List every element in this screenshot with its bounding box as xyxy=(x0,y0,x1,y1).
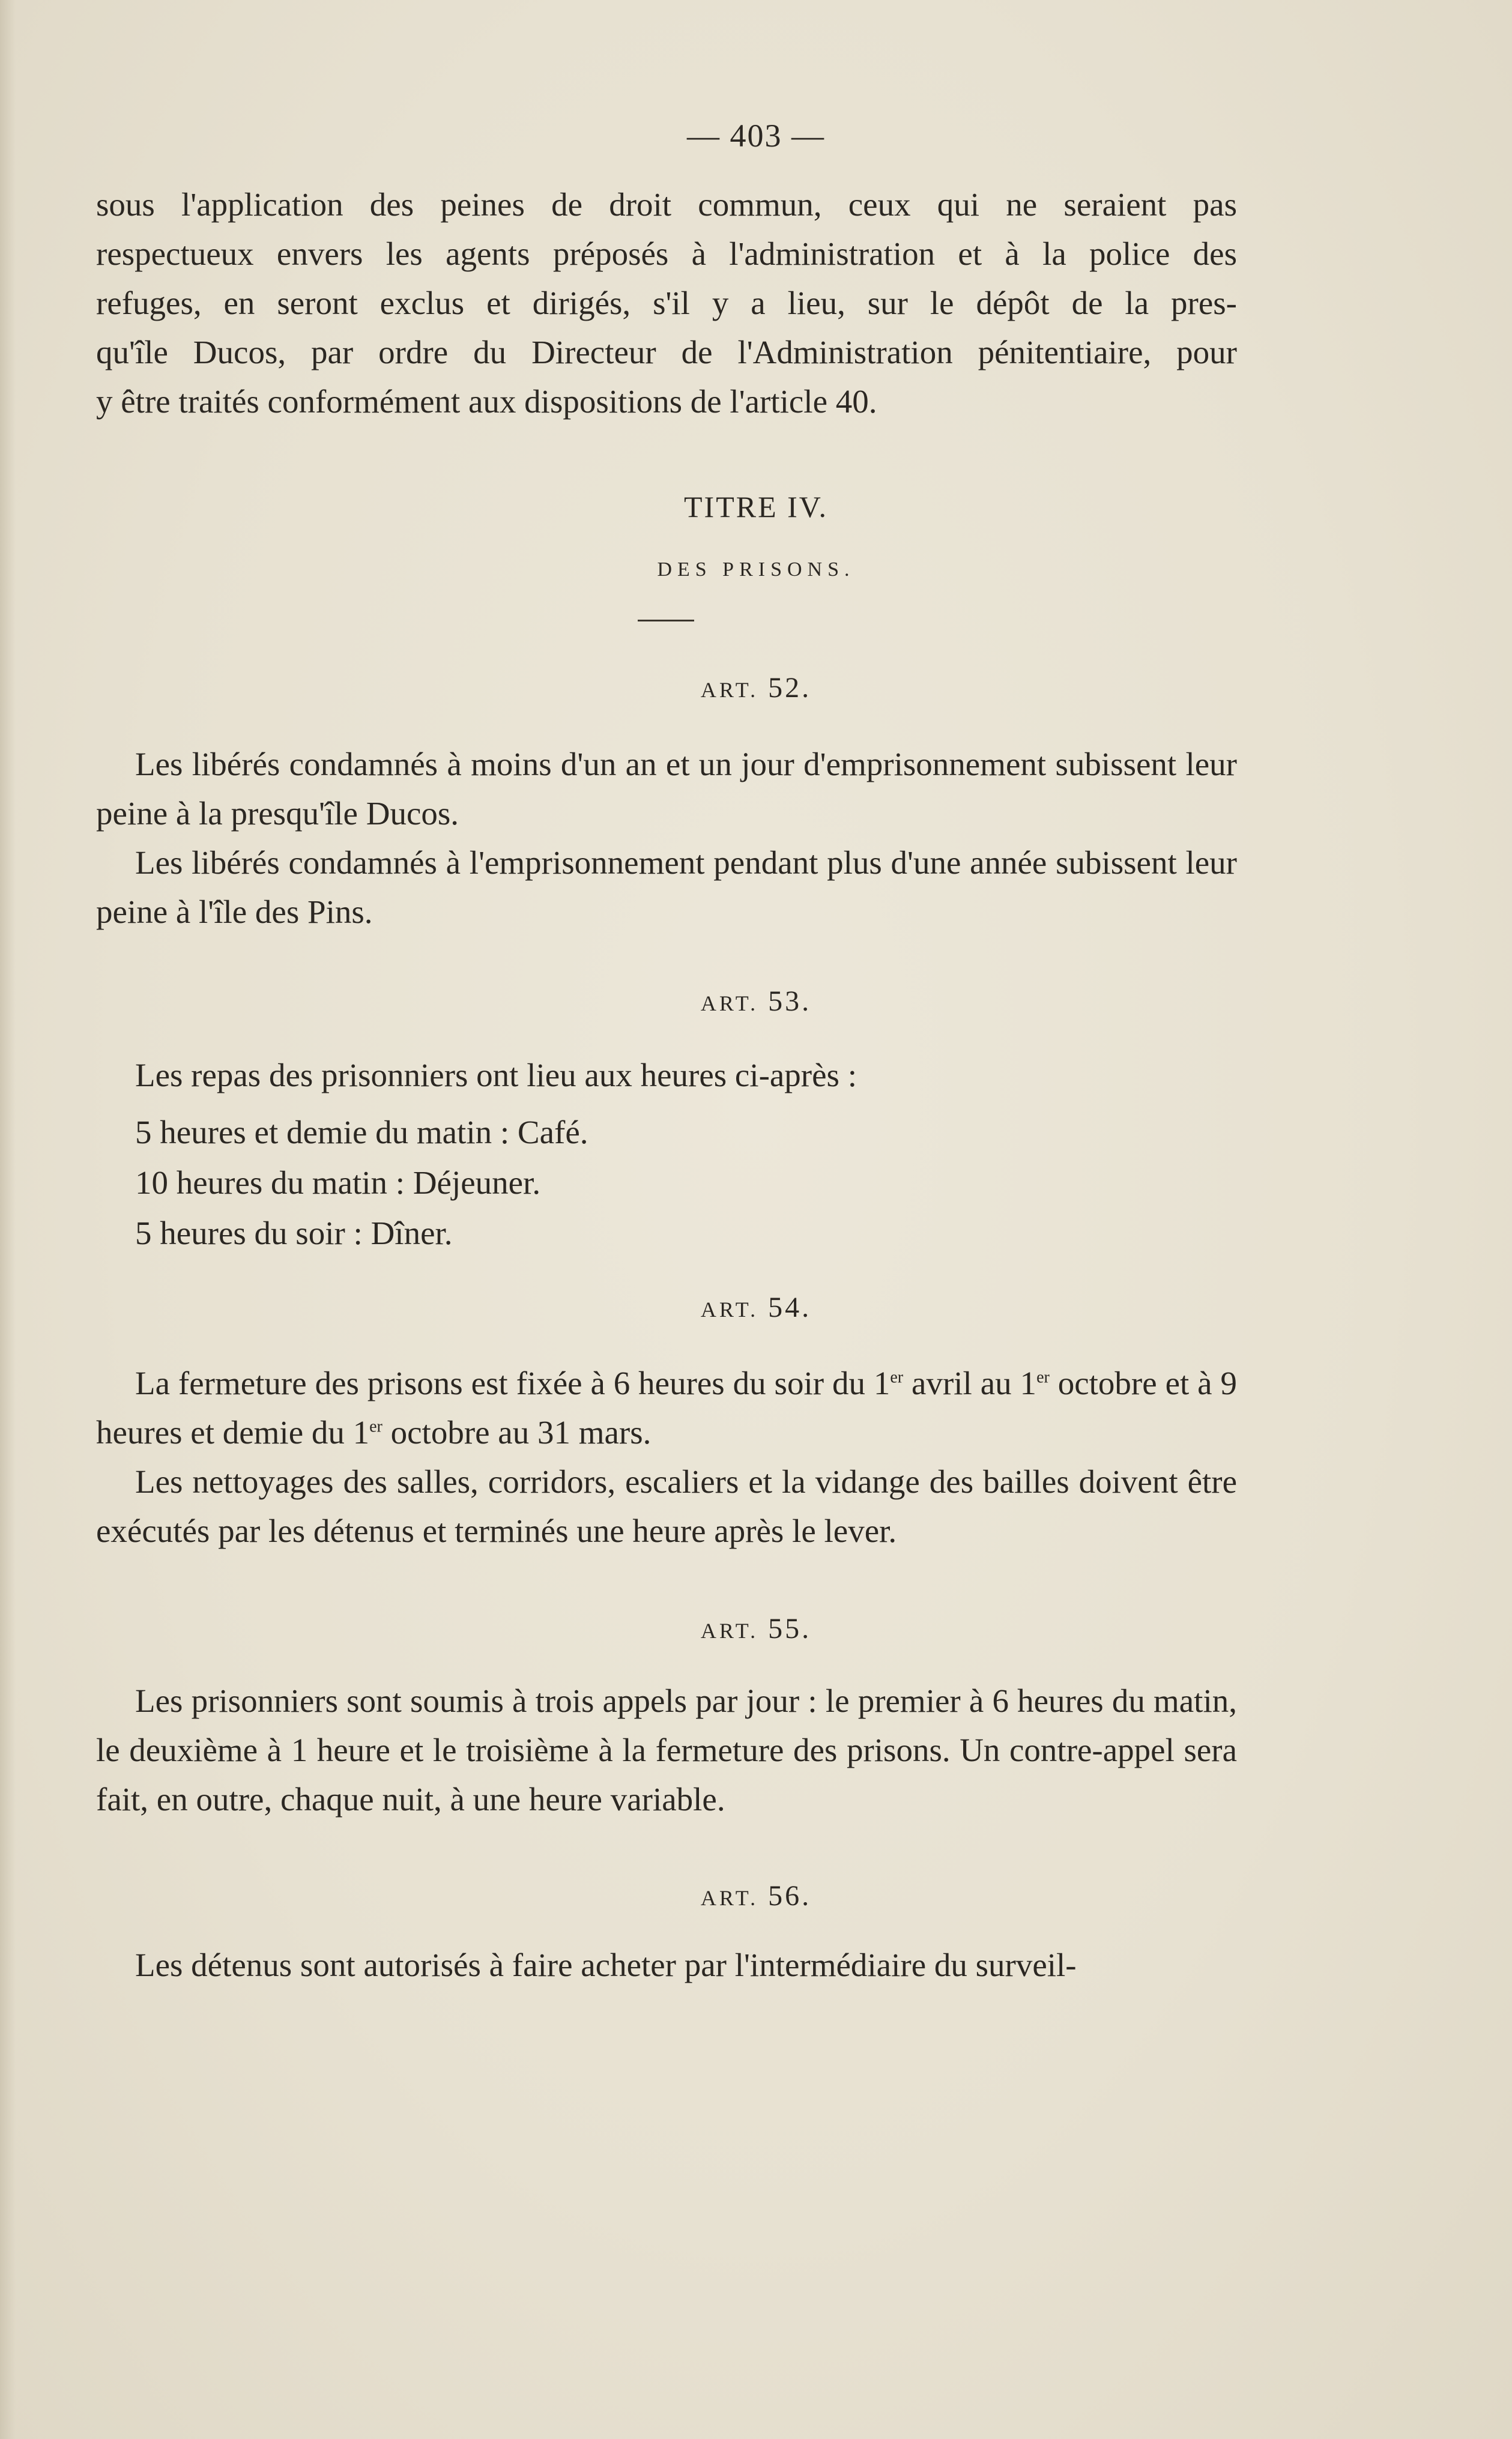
intro-line-5: y être traités conformément aux dispositions de l'article 40. xyxy=(96,383,877,420)
article-54-heading xyxy=(0,1291,1512,1324)
article-number: 53. xyxy=(768,985,812,1017)
article-54-paragraph-2: Les nettoyages des salles, corridors, escaliers et la vidange des bailles doivent être exécutés par les détenus et terminés une heure après le lever. xyxy=(96,1463,1237,1549)
article-number: 54. xyxy=(768,1292,812,1323)
text-run: La fermeture des prisons est fixée à 6 heures du soir du 1 xyxy=(135,1365,891,1401)
article-number: 55. xyxy=(768,1613,812,1645)
article-56-heading xyxy=(0,1879,1512,1912)
ordinal-superscript: er xyxy=(369,1417,383,1436)
meal-item-dinner: 5 heures du soir : Dîner. xyxy=(135,1215,453,1251)
article-number: 56. xyxy=(768,1880,812,1912)
article-55-heading xyxy=(0,1612,1512,1645)
article-52-paragraph-1: Les libérés condamnés à moins d'un an et un jour d'emprisonnement subissent leur peine à la presqu'île Ducos. xyxy=(96,746,1237,832)
intro-line-4: qu'île Ducos, par ordre du Directeur de l'Administration pénitentiaire, pour xyxy=(96,334,1237,370)
title-divider xyxy=(638,620,694,621)
article-label: ART. xyxy=(700,1886,759,1910)
ordinal-superscript: er xyxy=(1036,1368,1050,1387)
text-run: octobre au 31 mars. xyxy=(382,1414,652,1451)
section-title: TITRE IV. xyxy=(684,490,828,524)
article-54-paragraph-1 xyxy=(96,1359,1237,1457)
article-number: 52. xyxy=(768,672,812,704)
article-label: ART. xyxy=(700,991,759,1015)
article-52-body xyxy=(96,740,1237,937)
article-53-intro: Les repas des prisonniers ont lieu aux heures ci-après : xyxy=(135,1057,857,1093)
intro-line-3: refuges, en seront exclus et dirigés, s'il y a lieu, sur le dépôt de la pres- xyxy=(96,285,1237,321)
article-56-body xyxy=(96,1941,1237,1990)
meal-item-lunch: 10 heures du matin : Déjeuner. xyxy=(135,1164,541,1201)
article-label: ART. xyxy=(700,678,759,702)
article-label: ART. xyxy=(700,1619,759,1643)
article-55-body xyxy=(96,1676,1237,1824)
intro-line-1: sous l'application des peines de droit commun, ceux qui ne seraient pas xyxy=(96,186,1237,223)
article-53-body xyxy=(96,1051,1237,1259)
article-53-heading xyxy=(0,985,1512,1018)
page-number: — 403 — xyxy=(687,118,825,154)
article-52-heading xyxy=(0,671,1512,704)
article-label: ART. xyxy=(700,1298,759,1322)
section-subtitle: DES PRISONS. xyxy=(657,558,855,581)
intro-line-2: respectueux envers les agents préposés à l'administration et à la police des xyxy=(96,235,1237,272)
text-run: avril au 1 xyxy=(903,1365,1037,1401)
text-run: octobre et à 9 heures et demie du 1 xyxy=(96,1365,1237,1451)
page-edge-shadow xyxy=(0,0,16,2439)
article-56-paragraph-1: Les détenus sont autorisés à faire acheter par l'intermédiaire du surveil- xyxy=(135,1947,1077,1983)
article-52-paragraph-2: Les libérés condamnés à l'emprisonnement pendant plus d'une année subissent leur peine à l'île des Pins. xyxy=(96,844,1237,930)
article-54-body xyxy=(96,1359,1237,1556)
article-55-paragraph-1: Les prisonniers sont soumis à trois appels par jour : le premier à 6 heures du matin, le deuxième à 1 heure et le troisième à la fermeture des prisons. Un contre-appel sera fait, en outre, chaque nuit, à une heure variable. xyxy=(96,1682,1237,1818)
intro-paragraph xyxy=(96,180,1237,426)
meal-item-breakfast: 5 heures et demie du matin : Café. xyxy=(135,1114,588,1150)
ordinal-superscript: er xyxy=(890,1368,904,1387)
